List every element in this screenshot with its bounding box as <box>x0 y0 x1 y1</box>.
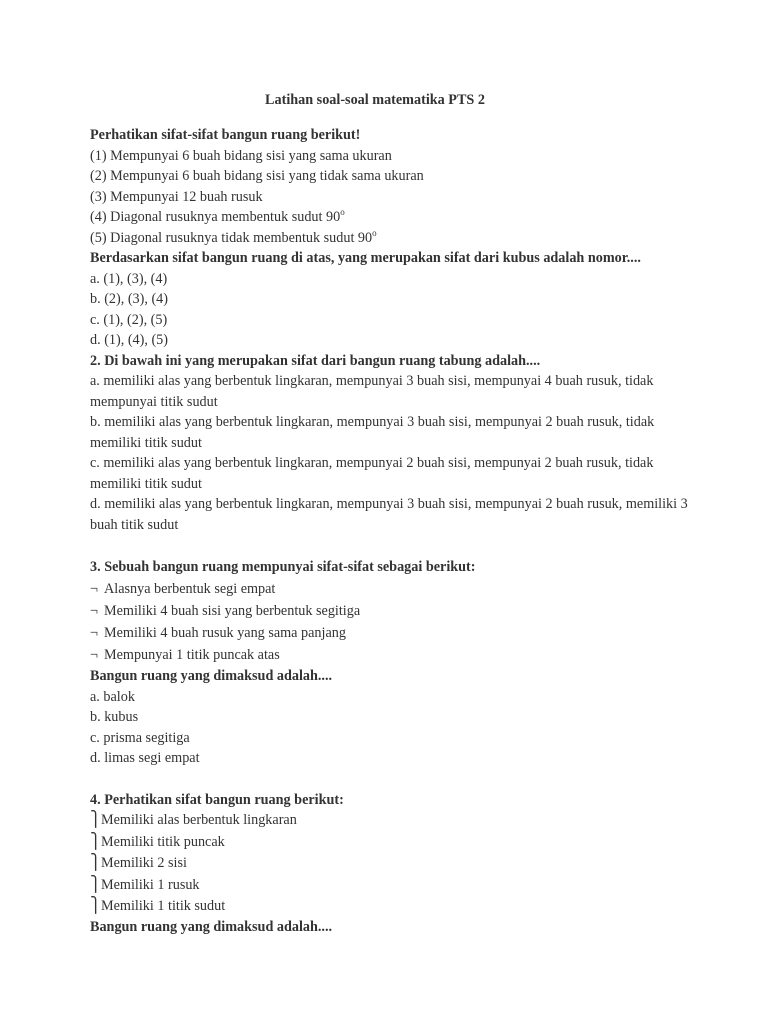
degree-mark: o <box>372 227 377 238</box>
q3-question: 3. Sebuah bangun ruang mempunyai sifat-sifat sebagai berikut: <box>90 559 476 575</box>
spacer <box>90 535 690 556</box>
bracket-bullet-icon: ⎫ <box>90 833 102 850</box>
q3-prop-1 <box>90 578 690 600</box>
q3-option-a: a. balok <box>90 688 135 705</box>
q1-prop-1: (1) Mempunyai 6 buah bidang sisi yang sama ukuran <box>90 147 392 164</box>
q4-prop-3 <box>90 853 690 875</box>
bracket-bullet-icon: ⎫ <box>90 855 102 871</box>
question-1 <box>90 125 690 351</box>
q4-prop-2-text: Memiliki titik puncak <box>101 833 225 850</box>
q4-prop-3-text: Memiliki 2 sisi <box>101 855 187 871</box>
q3-ask: Bangun ruang yang dimaksud adalah.... <box>90 668 333 684</box>
q1-prop-4-text: (4) Diagonal rusuknya membentuk sudut 90 <box>90 209 341 225</box>
q4-prop-4-text: Memiliki 1 rusuk <box>101 876 200 893</box>
q1-prop-4 <box>90 207 690 228</box>
q1-prop-2: (2) Mempunyai 6 buah bidang sisi yang tidak sama ukuran <box>90 168 424 184</box>
q4-prop-1-text: Memiliki alas berbentuk lingkaran <box>101 812 297 828</box>
q3-option-b: b. kubus <box>90 709 139 725</box>
q4-prop-2 <box>90 832 690 854</box>
q3-option-d: d. limas segi empat <box>90 750 200 766</box>
q3-prop-3 <box>90 622 690 644</box>
q1-option-a: a. (1), (3), (4) <box>90 270 168 287</box>
page-title: Latihan soal-soal matematika PTS 2 <box>265 92 485 108</box>
degree-mark: o <box>340 207 345 217</box>
bracket-bullet-icon: ⎫ <box>90 898 102 914</box>
q1-option-c: c. (1), (2), (5) <box>90 311 168 328</box>
q2-option-a: a. memiliki alas yang berbentuk lingkaran, mempunyai 3 buah sisi, mempunyai 4 buah rusuk, tidak mempunyai titik sudut <box>90 373 654 410</box>
q4-question: 4. Perhatikan sifat bangun ruang berikut: <box>90 791 344 808</box>
q1-intro: Perhatikan sifat-sifat bangun ruang berikut! <box>90 127 361 143</box>
document-page <box>90 90 690 937</box>
q2-option-b: b. memiliki alas yang berbentuk lingkaran, mempunyai 3 buah sisi, mempunyai 2 buah rusuk, tidak memiliki titik sudut <box>90 414 655 451</box>
q4-prop-5-text: Memiliki 1 titik sudut <box>101 898 226 914</box>
q1-prop-5-text: (5) Diagonal rusuknya tidak membentuk sudut 90 <box>90 229 373 246</box>
q3-prop-4 <box>90 644 690 666</box>
negation-bullet-icon: ¬ <box>90 647 99 663</box>
q4-prop-4 <box>90 875 690 897</box>
bracket-bullet-icon: ⎫ <box>90 812 102 828</box>
q3-prop-2 <box>90 600 690 622</box>
q2-option-c: c. memiliki alas yang berbentuk lingkaran, mempunyai 2 buah sisi, mempunyai 2 buah rusuk, tidak memiliki titik sudut <box>90 455 654 492</box>
q1-option-b: b. (2), (3), (4) <box>90 291 169 307</box>
negation-bullet-icon: ¬ <box>90 603 99 619</box>
negation-bullet-icon: ¬ <box>90 625 99 641</box>
bracket-bullet-icon: ⎫ <box>90 876 102 893</box>
q2-option-d: d. memiliki alas yang berbentuk lingkaran, mempunyai 3 buah sisi, mempunyai 2 buah rusuk, memiliki 3 buah titik sudut <box>90 496 688 533</box>
q2-question: 2. Di bawah ini yang merupakan sifat dari bangun ruang tabung adalah.... <box>90 352 541 369</box>
q3-prop-1-text: Alasnya berbentuk segi empat <box>104 581 276 597</box>
q4-prop-1 <box>90 810 690 832</box>
q1-prop-3: (3) Mempunyai 12 buah rusuk <box>90 188 263 205</box>
question-2 <box>90 351 690 536</box>
q3-prop-4-text: Mempunyai 1 titik puncak atas <box>104 647 280 663</box>
question-4 <box>90 790 690 938</box>
q4-prop-5 <box>90 896 690 917</box>
q1-question: Berdasarkan sifat bangun ruang di atas, yang merupakan sifat dari kubus adalah nomor.... <box>90 250 641 266</box>
q3-prop-2-text: Memiliki 4 buah sisi yang berbentuk segitiga <box>104 603 361 619</box>
spacer <box>90 769 690 790</box>
q3-option-c: c. prisma segitiga <box>90 729 190 746</box>
q1-prop-5 <box>90 228 690 249</box>
negation-bullet-icon: ¬ <box>90 581 99 597</box>
q3-prop-3-text: Memiliki 4 buah rusuk yang sama panjang <box>104 625 346 641</box>
q4-ask: Bangun ruang yang dimaksud adalah.... <box>90 918 333 935</box>
question-3 <box>90 556 690 769</box>
q1-option-d: d. (1), (4), (5) <box>90 332 169 348</box>
